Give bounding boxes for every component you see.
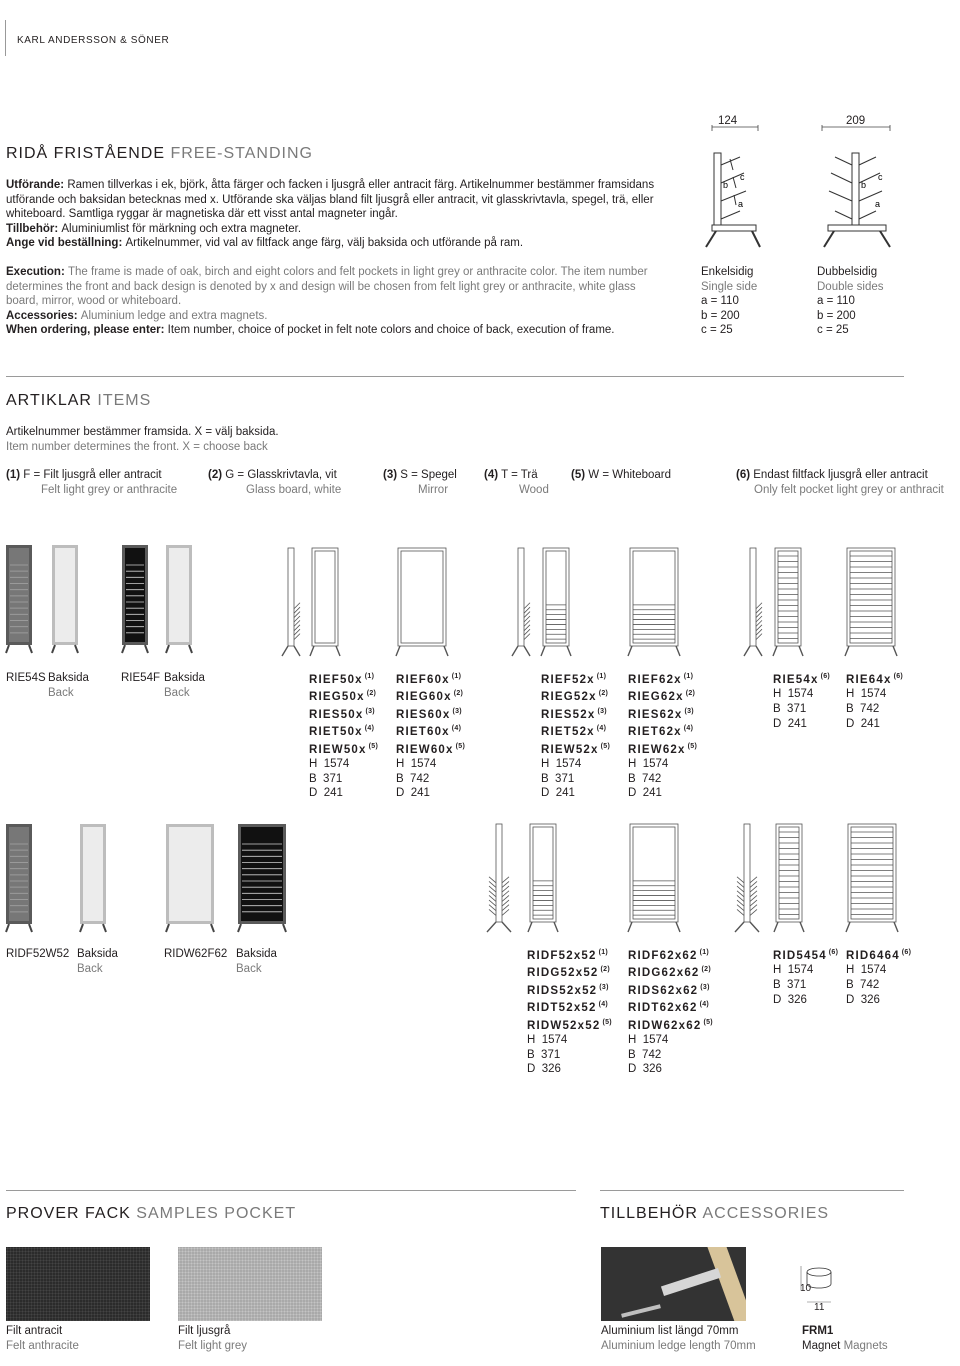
article-dimension: H 1574 (773, 964, 814, 977)
legend-1: (1) F = Filt ljusgrå eller antracit Felt light grey or anthracite (6, 469, 178, 496)
legend-4: (4) T = Trä Wood (484, 469, 549, 496)
desc-sv-line: utförande och baksidan betecknas med x. Utförande ska väljas bland filt ljusgrå eller antracit, vit glasskrivtavla, spegel, trä, eller (6, 193, 654, 206)
items-intro: Artikelnummer bestämmer framsida. X = välj baksida. Item number determines the front. X = choose back (6, 426, 279, 453)
magnet-label: FRM1 Magnet Magnets (802, 1325, 888, 1352)
article-dimension: H 1574 (541, 758, 582, 771)
legend-6: (6) Endast filtfack ljusgrå eller antracit Only felt pocket light grey or anthracit (736, 469, 944, 496)
product-photo (6, 545, 38, 655)
label-c: c (878, 172, 883, 182)
article-dimension: D 326 (628, 1063, 662, 1076)
row2-photo-label: Baksida Back (77, 948, 118, 975)
article-group (846, 670, 903, 731)
article-dimension: B 742 (628, 1048, 662, 1061)
article-dimension: D 241 (309, 787, 343, 800)
article-code: RID5454 $^{(6)}$ (773, 949, 839, 962)
article-code: RIEW50x $^{(5)}$ (309, 742, 379, 756)
desc-sv-line: Ange vid beställning: Artikelnummer, vid val av filtfack ange färg, välj baksida och utförande på ram. (6, 237, 524, 249)
row1-photo-label: RIE54S (6, 672, 46, 684)
article-dimension: D 326 (846, 993, 880, 1006)
article-code: RIEF60x $^{(1)}$ (396, 673, 462, 686)
article-code: RIE54x $^{(6)}$ (773, 673, 831, 686)
article-group (309, 670, 378, 801)
article-group (773, 946, 838, 1007)
product-line-drawing (630, 824, 688, 936)
article-code: RIES60x $^{(3)}$ (396, 707, 462, 721)
article-code: RIET52x $^{(4)}$ (541, 725, 607, 739)
product-photo (6, 824, 38, 934)
article-dimension: D 241 (628, 787, 662, 800)
article-dimension: D 326 (527, 1063, 561, 1076)
label-b: b (861, 180, 867, 190)
article-group (527, 946, 612, 1077)
section-title (6, 145, 313, 163)
article-code: RIEF62x $^{(1)}$ (628, 673, 694, 686)
article-code: RIEG52x $^{(2)}$ (541, 690, 609, 704)
header-rule (5, 20, 6, 56)
article-code: RIET60x $^{(4)}$ (396, 725, 462, 739)
desc-en-line: board, mirror, wood or whiteboard. (6, 295, 182, 307)
desc-sv-line: Utförande: Ramen tillverkas i ek, björk, åtta färger och facken i ljusgrå eller antracit färg. Artikelnummer bestämmer framsidans (6, 179, 655, 191)
product-line-drawing (492, 824, 516, 936)
row2-photo-label: RIDF52W52 (6, 948, 70, 960)
article-dimension: D 326 (773, 993, 807, 1006)
article-dimension: B 742 (846, 979, 880, 992)
article-code: RIEF50x $^{(1)}$ (309, 673, 375, 686)
row1-photo-label: Baksida Back (164, 672, 205, 699)
article-group (396, 670, 465, 801)
article-code: RIES50x $^{(3)}$ (309, 707, 375, 721)
product-photo (238, 824, 292, 934)
desc-en-line: Execution: The frame is made of oak, birch and eight colors and felt pockets in light grey or anthracite color. The item number (6, 266, 648, 278)
article-dimension: B 371 (309, 772, 343, 785)
product-line-drawing (746, 548, 770, 660)
label-a: a (875, 199, 881, 209)
article-group (846, 946, 911, 1007)
article-dimension: H 1574 (846, 688, 887, 701)
single-side-specs: Enkelsidig Single side a = 110 b = 200 c = 25 (701, 266, 758, 336)
legend-2: (2) G = Glasskrivtavla, vit Glass board, white (208, 469, 342, 496)
article-code: RIET62x $^{(4)}$ (628, 725, 694, 739)
article-dimension: H 1574 (628, 758, 669, 771)
section-title-sv: RIDÅ FRISTÅENDE (6, 145, 166, 162)
article-code: RIDG52x52 $^{(2)}$ (527, 966, 610, 980)
ledge-label: Aluminium list längd 70mm Aluminium ledge length 70mm (601, 1325, 756, 1352)
product-photo (166, 824, 220, 934)
article-code: RIEW60x $^{(5)}$ (396, 742, 466, 756)
article-dimension: B 371 (541, 772, 575, 785)
samples-title: PROVER FACK SAMPLES POCKET (6, 1205, 297, 1222)
section-title-en: FREE-STANDING (170, 145, 313, 162)
row2-photo-label: Baksida Back (236, 948, 277, 975)
ledge-photo (601, 1247, 746, 1321)
article-dimension: B 371 (773, 979, 807, 992)
article-dimension: B 371 (773, 703, 807, 716)
article-code: RIDF52x52 $^{(1)}$ (527, 949, 609, 962)
article-code: RIDS62x62 $^{(3)}$ (628, 983, 710, 997)
article-dimension: H 1574 (396, 758, 437, 771)
product-line-drawing (847, 548, 905, 660)
product-line-drawing (398, 548, 456, 660)
swatch-label: Filt ljusgrå Felt light grey (178, 1325, 248, 1352)
article-dimension: H 1574 (309, 758, 350, 771)
legend-5: (5) W = Whiteboard (571, 469, 672, 481)
single-side-diagram (700, 125, 770, 255)
article-code: RIDW52x52 $^{(5)}$ (527, 1018, 612, 1032)
row1-photo-label: RIE54F (121, 672, 160, 684)
double-side-diagram (812, 125, 902, 255)
article-group (541, 670, 610, 801)
article-group (628, 670, 697, 801)
desc-en-line: When ordering, please enter: Item number, choice of pocket in felt note colors and choice of back, execution of frame. (6, 324, 615, 336)
product-line-drawing (848, 824, 906, 936)
desc-en-line: Accessories: Aluminium ledge and extra magnets. (6, 309, 268, 322)
article-code: RIDF62x62 $^{(1)}$ (628, 949, 710, 962)
article-dimension: H 1574 (527, 1034, 568, 1047)
swatch-light-grey (178, 1247, 322, 1321)
article-code: RIE64x $^{(6)}$ (846, 673, 904, 686)
label-b: b (723, 180, 729, 190)
article-dimension: D 241 (396, 787, 430, 800)
article-dimension: B 371 (527, 1048, 561, 1061)
accessories-rule (600, 1190, 904, 1191)
label-c: c (740, 172, 745, 182)
swatch-anthracite (6, 1247, 150, 1321)
product-line-drawing (312, 548, 348, 660)
article-code: RIEF52x $^{(1)}$ (541, 673, 607, 686)
accessories-title: TILLBEHÖR ACCESSORIES (600, 1205, 830, 1222)
double-side-specs: Dubbelsidig Double sides a = 110 b = 200 c = 25 (817, 266, 884, 336)
description-en (6, 265, 686, 338)
description-sv (6, 178, 686, 251)
product-line-drawing (284, 548, 308, 660)
article-code: RID6464 $^{(6)}$ (846, 949, 912, 962)
article-group (628, 946, 713, 1077)
product-line-drawing (530, 824, 566, 936)
label-a: a (738, 199, 744, 209)
article-dimension: B 742 (846, 703, 880, 716)
article-dimension: H 1574 (628, 1034, 669, 1047)
article-dimension: D 241 (773, 717, 807, 730)
article-code: RIEG60x $^{(2)}$ (396, 690, 464, 704)
single-width-label: 124 (718, 115, 738, 127)
article-code: RIDS52x52 $^{(3)}$ (527, 983, 609, 997)
article-code: RIEG50x $^{(2)}$ (309, 690, 377, 704)
article-dimension: D 241 (846, 717, 880, 730)
samples-rule (6, 1190, 576, 1191)
article-code: RIEW62x $^{(5)}$ (628, 742, 698, 756)
items-title: ARTIKLAR ITEMS (6, 392, 152, 409)
article-code: RIDG62x62 $^{(2)}$ (628, 966, 711, 980)
section-rule (6, 376, 904, 377)
article-code: RIES52x $^{(3)}$ (541, 707, 607, 721)
product-photo (80, 824, 112, 934)
article-dimension: H 1574 (846, 964, 887, 977)
article-code: RIDT52x52 $^{(4)}$ (527, 1001, 609, 1015)
product-photo (166, 545, 198, 655)
swatch-label: Filt antracit Felt anthracite (6, 1325, 79, 1352)
article-dimension: D 241 (541, 787, 575, 800)
article-code: RIEW52x $^{(5)}$ (541, 742, 611, 756)
desc-sv-line: whiteboard. Samtliga ryggar är magnetiska där ett visst antal magneter ingår. (6, 208, 398, 220)
row1-photo-label: Baksida Back (48, 672, 89, 699)
article-code: RIEG62x $^{(2)}$ (628, 690, 696, 704)
product-line-drawing (630, 548, 688, 660)
product-line-drawing (514, 548, 538, 660)
magnet-dim-height: 10 (800, 1283, 812, 1294)
company-name: KARL ANDERSSON & SÖNER (17, 35, 170, 46)
article-group (773, 670, 830, 731)
magnet-dim-diameter: 11 (814, 1302, 825, 1313)
product-line-drawing (776, 824, 812, 936)
article-dimension: B 742 (628, 772, 662, 785)
product-line-drawing (775, 548, 811, 660)
double-width-label: 209 (846, 115, 866, 127)
desc-sv-line: Tillbehör: Aluminiumlist för märkning och extra magneter. (6, 222, 302, 235)
product-photo (122, 545, 154, 655)
article-code: RIDT62x62 $^{(4)}$ (628, 1001, 710, 1015)
product-photo (52, 545, 84, 655)
desc-en-line: determines the front and back design is denoted by x and design will be chosen from felt light grey or anthracite, white glass (6, 280, 636, 293)
product-line-drawing (543, 548, 579, 660)
article-dimension: B 742 (396, 772, 430, 785)
article-code: RIET50x $^{(4)}$ (309, 725, 375, 739)
row2-photo-label: RIDW62F62 (164, 948, 228, 960)
article-code: RIES62x $^{(3)}$ (628, 707, 694, 721)
legend-3: (3) S = Spegel Mirror (383, 469, 457, 496)
product-line-drawing (740, 824, 764, 936)
article-code: RIDW62x62 $^{(5)}$ (628, 1018, 713, 1032)
article-dimension: H 1574 (773, 688, 814, 701)
